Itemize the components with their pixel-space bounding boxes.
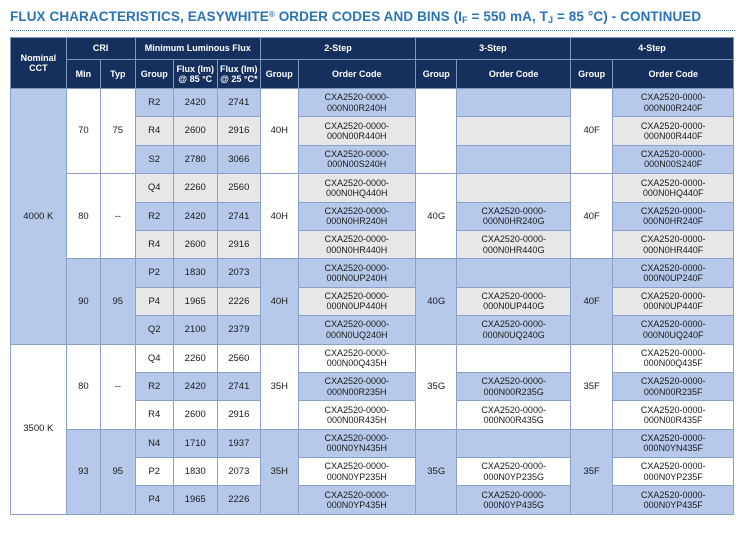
step4-order-code: CXA2520-0000- 000N00R435F bbox=[613, 401, 734, 429]
step4-order-code: CXA2520-0000- 000N00R235F bbox=[613, 372, 734, 400]
step3-order-code bbox=[457, 174, 570, 202]
flux-85-cell: 1710 bbox=[173, 429, 217, 457]
step2-group-cell: 35H bbox=[261, 429, 298, 514]
step2-order-code: CXA2520-0000- 000N0YP235H bbox=[298, 458, 415, 486]
step4-order-code: CXA2520-0000- 000N00S240F bbox=[613, 145, 734, 173]
step3-order-code bbox=[457, 117, 570, 145]
flux-group-cell: S2 bbox=[135, 145, 173, 173]
step2-order-code: CXA2520-0000- 000N0HR440H bbox=[298, 230, 415, 258]
step3-order-code bbox=[457, 259, 570, 287]
table-row bbox=[11, 89, 734, 117]
flux-85-cell: 1965 bbox=[173, 287, 217, 315]
flux-85-cell: 2420 bbox=[173, 89, 217, 117]
flux-25-cell: 1937 bbox=[217, 429, 261, 457]
step2-order-code: CXA2520-0000- 000N0UP240H bbox=[298, 259, 415, 287]
flux-25-cell: 2741 bbox=[217, 372, 261, 400]
step3-order-code: CXA2520-0000- 000N0YP435G bbox=[457, 486, 570, 514]
flux-group-cell: P4 bbox=[135, 486, 173, 514]
step4-order-code: CXA2520-0000- 000N0YP435F bbox=[613, 486, 734, 514]
flux-25-cell: 2741 bbox=[217, 202, 261, 230]
header-min-flux: Minimum Luminous Flux bbox=[135, 38, 261, 60]
header-3-step-order-code: Order Code bbox=[457, 60, 570, 89]
flux-group-cell: R4 bbox=[135, 230, 173, 258]
flux-group-cell: R2 bbox=[135, 202, 173, 230]
flux-25-cell: 2916 bbox=[217, 117, 261, 145]
cct-cell: 3500 K bbox=[11, 344, 67, 514]
table-row bbox=[11, 344, 734, 372]
header-flux-85: Flux (lm) @ 85 °C bbox=[173, 60, 217, 89]
step2-order-code: CXA2520-0000- 000N00R235H bbox=[298, 372, 415, 400]
cri-min-cell: 90 bbox=[66, 259, 100, 344]
header-cri-typ: Typ bbox=[101, 60, 135, 89]
flux-25-cell: 2379 bbox=[217, 316, 261, 344]
header-cri: CRI bbox=[66, 38, 135, 60]
step2-order-code: CXA2520-0000- 000N0UP440H bbox=[298, 287, 415, 315]
step2-order-code: CXA2520-0000- 000N0YN435H bbox=[298, 429, 415, 457]
step4-group-cell: 40F bbox=[570, 259, 613, 344]
cri-min-cell: 80 bbox=[66, 174, 100, 259]
step2-group-cell: 35H bbox=[261, 344, 298, 429]
flux-85-cell: 2600 bbox=[173, 230, 217, 258]
flux-25-cell: 2560 bbox=[217, 344, 261, 372]
header-3-step: 3-Step bbox=[415, 38, 570, 60]
step4-order-code: CXA2520-0000- 000N0UQ240F bbox=[613, 316, 734, 344]
step3-order-code: CXA2520-0000- 000N0HR440G bbox=[457, 230, 570, 258]
step3-group-cell: 40G bbox=[415, 259, 457, 344]
cri-min-cell: 80 bbox=[66, 344, 100, 429]
flux-85-cell: 1830 bbox=[173, 458, 217, 486]
step3-group-cell: 35G bbox=[415, 344, 457, 429]
step4-order-code: CXA2520-0000- 000N00R240F bbox=[613, 89, 734, 117]
step2-order-code: CXA2520-0000- 000N00R440H bbox=[298, 117, 415, 145]
header-nominal-cct: Nominal CCT bbox=[11, 38, 67, 89]
flux-85-cell: 1830 bbox=[173, 259, 217, 287]
step3-order-code bbox=[457, 89, 570, 117]
flux-25-cell: 2073 bbox=[217, 458, 261, 486]
header-2-step-group: Group bbox=[261, 60, 298, 89]
step4-order-code: CXA2520-0000- 000N0UP440F bbox=[613, 287, 734, 315]
header-4-step: 4-Step bbox=[570, 38, 733, 60]
table-row bbox=[11, 429, 734, 457]
step4-order-code: CXA2520-0000- 000N0HR240F bbox=[613, 202, 734, 230]
cri-typ-cell: 95 bbox=[101, 429, 135, 514]
step3-order-code: CXA2520-0000- 000N00R435G bbox=[457, 401, 570, 429]
step2-group-cell: 40H bbox=[261, 259, 298, 344]
step4-order-code: CXA2520-0000- 000N0YN435F bbox=[613, 429, 734, 457]
step3-order-code bbox=[457, 429, 570, 457]
flux-85-cell: 1965 bbox=[173, 486, 217, 514]
step3-order-code bbox=[457, 344, 570, 372]
flux-table bbox=[10, 37, 734, 515]
flux-group-cell: P2 bbox=[135, 259, 173, 287]
step3-order-code: CXA2520-0000- 000N0UQ240G bbox=[457, 316, 570, 344]
flux-group-cell: Q2 bbox=[135, 316, 173, 344]
step2-order-code: CXA2520-0000- 000N0UQ240H bbox=[298, 316, 415, 344]
cct-cell: 4000 K bbox=[11, 89, 67, 345]
header-2-step-order-code: Order Code bbox=[298, 60, 415, 89]
step4-group-cell: 40F bbox=[570, 174, 613, 259]
header-flux-25: Flux (lm) @ 25 °C* bbox=[217, 60, 261, 89]
flux-group-cell: R2 bbox=[135, 372, 173, 400]
step2-group-cell: 40H bbox=[261, 89, 298, 174]
step4-group-cell: 35F bbox=[570, 344, 613, 429]
cri-typ-cell: -- bbox=[101, 174, 135, 259]
step3-order-code: CXA2520-0000- 000N0UP440G bbox=[457, 287, 570, 315]
step4-order-code: CXA2520-0000- 000N00R440F bbox=[613, 117, 734, 145]
step3-order-code: CXA2520-0000- 000N00R235G bbox=[457, 372, 570, 400]
flux-85-cell: 2600 bbox=[173, 117, 217, 145]
step4-order-code: CXA2520-0000- 000N0HR440F bbox=[613, 230, 734, 258]
cri-min-cell: 93 bbox=[66, 429, 100, 514]
step2-order-code: CXA2520-0000- 000N0HR240H bbox=[298, 202, 415, 230]
step3-group-cell: 40G bbox=[415, 174, 457, 259]
table-row bbox=[11, 174, 734, 202]
cri-typ-cell: 95 bbox=[101, 259, 135, 344]
table-row bbox=[11, 259, 734, 287]
flux-85-cell: 2600 bbox=[173, 401, 217, 429]
flux-85-cell: 2780 bbox=[173, 145, 217, 173]
step4-order-code: CXA2520-0000- 000N0HQ440F bbox=[613, 174, 734, 202]
step3-group-cell bbox=[415, 89, 457, 174]
flux-group-cell: P2 bbox=[135, 458, 173, 486]
flux-25-cell: 2073 bbox=[217, 259, 261, 287]
flux-25-cell: 2741 bbox=[217, 89, 261, 117]
flux-group-cell: Q4 bbox=[135, 174, 173, 202]
flux-25-cell: 2916 bbox=[217, 401, 261, 429]
flux-85-cell: 2420 bbox=[173, 202, 217, 230]
flux-85-cell: 2100 bbox=[173, 316, 217, 344]
step3-group-cell: 35G bbox=[415, 429, 457, 514]
header-4-step-order-code: Order Code bbox=[613, 60, 734, 89]
flux-25-cell: 3066 bbox=[217, 145, 261, 173]
flux-25-cell: 2226 bbox=[217, 486, 261, 514]
flux-group-cell: P4 bbox=[135, 287, 173, 315]
header-cri-min: Min bbox=[66, 60, 100, 89]
flux-group-cell: R4 bbox=[135, 117, 173, 145]
cri-typ-cell: 75 bbox=[101, 89, 135, 174]
step4-order-code: CXA2520-0000- 000N0UP240F bbox=[613, 259, 734, 287]
step4-group-cell: 35F bbox=[570, 429, 613, 514]
flux-group-cell: Q4 bbox=[135, 344, 173, 372]
flux-group-cell: R4 bbox=[135, 401, 173, 429]
flux-25-cell: 2226 bbox=[217, 287, 261, 315]
header-flux-group: Group bbox=[135, 60, 173, 89]
flux-85-cell: 2260 bbox=[173, 174, 217, 202]
flux-group-cell: R2 bbox=[135, 89, 173, 117]
step2-order-code: CXA2520-0000- 000N00R240H bbox=[298, 89, 415, 117]
step2-order-code: CXA2520-0000- 000N00Q435H bbox=[298, 344, 415, 372]
step2-order-code: CXA2520-0000- 000N00R435H bbox=[298, 401, 415, 429]
flux-25-cell: 2560 bbox=[217, 174, 261, 202]
step2-order-code: CXA2520-0000- 000N0HQ440H bbox=[298, 174, 415, 202]
page-title: FLUX CHARACTERISTICS, EASYWHITE® ORDER CODES AND BINS ($I_F = 550$ mA, $T_J = 85$ °C) - CONTINUED bbox=[10, 9, 702, 25]
header-2-step: 2-Step bbox=[261, 38, 416, 60]
title-divider bbox=[10, 30, 735, 31]
step4-order-code: CXA2520-0000- 000N0YP235F bbox=[613, 458, 734, 486]
step4-group-cell: 40F bbox=[570, 89, 613, 174]
step3-order-code bbox=[457, 145, 570, 173]
header-3-step-group: Group bbox=[415, 60, 457, 89]
flux-group-cell: N4 bbox=[135, 429, 173, 457]
flux-85-cell: 2260 bbox=[173, 344, 217, 372]
step2-order-code: CXA2520-0000- 000N0YP435H bbox=[298, 486, 415, 514]
cri-min-cell: 70 bbox=[66, 89, 100, 174]
step3-order-code: CXA2520-0000- 000N0HR240G bbox=[457, 202, 570, 230]
flux-25-cell: 2916 bbox=[217, 230, 261, 258]
step2-order-code: CXA2520-0000- 000N00S240H bbox=[298, 145, 415, 173]
header-4-step-group: Group bbox=[570, 60, 613, 89]
step2-group-cell: 40H bbox=[261, 174, 298, 259]
cri-typ-cell: -- bbox=[101, 344, 135, 429]
flux-85-cell: 2420 bbox=[173, 372, 217, 400]
step4-order-code: CXA2520-0000- 000N00Q435F bbox=[613, 344, 734, 372]
step3-order-code: CXA2520-0000- 000N0YP235G bbox=[457, 458, 570, 486]
